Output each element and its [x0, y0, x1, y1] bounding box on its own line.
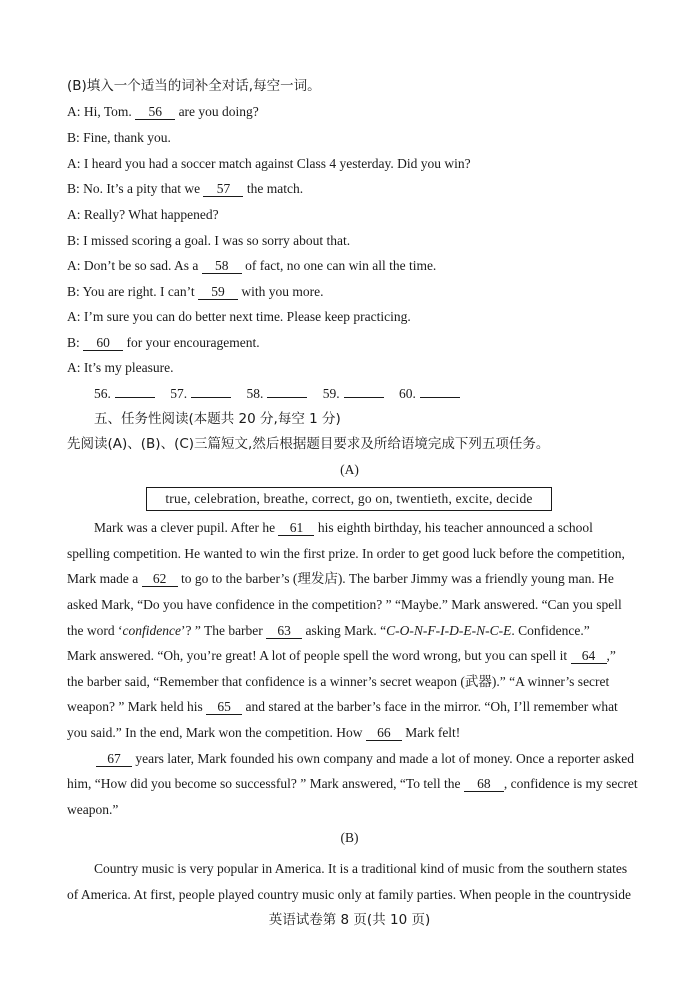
- passage-text: years later, Mark founded his own company and made a lot of money. Once a reporter asked: [132, 751, 635, 766]
- dialogue-line-7: [67, 257, 436, 275]
- passage-text: weapon? ” Mark held his: [67, 699, 207, 714]
- passage-a-line-12: weapon.”: [67, 802, 119, 817]
- passage-text: his eighth birthday, his teacher announced a school: [314, 520, 593, 535]
- passage-a-line-9: [67, 724, 460, 742]
- blank-58: 58: [202, 259, 242, 274]
- passage-text: Mark answered. “Oh, you’re great! A lot of people spell the word wrong, but you can spell it: [67, 648, 571, 663]
- dialogue-text: the match.: [243, 181, 304, 196]
- answer-number: 57.: [170, 386, 188, 401]
- passage-text: Mark felt!: [401, 725, 461, 740]
- answer-field-59[interactable]: [344, 385, 384, 398]
- dialogue-line-4: [67, 180, 303, 198]
- passage-text: and stared at the barber’s face in the mirror. “Oh, I’ll remember what: [242, 699, 618, 714]
- passage-text: . Confidence.”: [511, 623, 590, 638]
- passage-b-label: (B): [340, 830, 359, 845]
- dialogue-line-11: A: It’s my pleasure.: [67, 360, 174, 375]
- passage-text: to go to the barber’s (理发店). The barber Jimmy was a friendly young man. He: [177, 571, 614, 586]
- passage-a-line-7: the barber said, “Remember that confidence is a winner’s secret weapon (武器).” “A winner’s secret: [67, 674, 610, 689]
- passage-a-line-2: spelling competition. He wanted to win the first prize. In order to get good luck before the competition,: [67, 546, 625, 561]
- passage-text: Mark was a clever pupil. After he: [94, 520, 279, 535]
- answer-row: [94, 385, 472, 403]
- page-footer: 英语试卷第 8 页(共 10 页): [268, 912, 431, 928]
- dialogue-text: B: You are right. I can’t: [67, 284, 198, 299]
- blank-61: 61: [278, 521, 314, 536]
- passage-text: asking Mark. “: [302, 623, 387, 638]
- passage-text: the word ‘: [67, 623, 123, 638]
- dialogue-line-2: B: Fine, thank you.: [67, 130, 171, 145]
- blank-67: 67: [96, 752, 132, 767]
- answer-field-56[interactable]: [115, 385, 155, 398]
- blank-63: 63: [266, 624, 302, 639]
- word-bank-box: true, celebration, breathe, correct, go on, twentieth, excite, decide: [146, 487, 552, 511]
- passage-a-line-1: [94, 519, 593, 537]
- blank-64: 64: [571, 649, 607, 664]
- blank-62: 62: [142, 572, 178, 587]
- passage-b-line-2: of America. At first, people played country music only at family parties. When people in the countryside: [67, 887, 631, 902]
- blank-59: 59: [198, 285, 238, 300]
- dialogue-text: B:: [67, 335, 84, 350]
- passage-text: him, “How did you become so successful? ” Mark answered, “To tell the: [67, 776, 464, 791]
- passage-text: ,”: [606, 648, 616, 663]
- answer-number: 60.: [399, 386, 416, 401]
- dialogue-line-9: A: I’m sure you can do better next time. Please keep practicing.: [67, 309, 411, 324]
- passage-italic: C-O-N-F-I-D-E-N-C-E: [386, 623, 512, 638]
- passage-text: , confidence is my secret: [503, 776, 638, 791]
- section-five-instruction: 先阅读(A)、(B)、(C)三篇短文,然后根据题目要求及所给语境完成下列五项任务。: [67, 436, 550, 452]
- answer-field-57[interactable]: [191, 385, 231, 398]
- dialogue-text: with you more.: [238, 284, 324, 299]
- dialogue-line-5: A: Really? What happened?: [67, 207, 219, 222]
- answer-field-60[interactable]: [420, 385, 460, 398]
- passage-a-line-6: [67, 647, 616, 665]
- passage-a-line-10: [96, 750, 634, 768]
- passage-text: Mark made a: [67, 571, 142, 586]
- blank-66: 66: [366, 726, 402, 741]
- dialogue-line-3: A: I heard you had a soccer match against Class 4 yesterday. Did you win?: [67, 156, 471, 171]
- blank-56: 56: [135, 105, 175, 120]
- passage-text: ’? ” The barber: [180, 623, 267, 638]
- blank-68: 68: [464, 777, 504, 792]
- passage-text: you said.” In the end, Mark won the competition. How: [67, 725, 366, 740]
- dialogue-line-1: [67, 103, 259, 121]
- passage-a-line-3: [67, 570, 614, 588]
- dialogue-text: B: No. It’s a pity that we: [67, 181, 204, 196]
- dialogue-text: A: Don’t be so sad. As a: [67, 258, 202, 273]
- passage-italic: confidence: [122, 623, 181, 638]
- dialogue-text: for your encouragement.: [123, 335, 260, 350]
- dialogue-text: of fact, no one can win all the time.: [241, 258, 437, 273]
- dialogue-text: A: Hi, Tom.: [67, 104, 136, 119]
- passage-a-line-5: [67, 622, 590, 640]
- section-b-heading: (B)填入一个适当的词补全对话,每空一词。: [67, 78, 321, 94]
- answer-field-58[interactable]: [267, 385, 307, 398]
- passage-a-label: (A): [340, 462, 359, 477]
- passage-b-line-1: Country music is very popular in America. It is a traditional kind of music from the southern states: [94, 861, 628, 876]
- passage-a-line-8: [67, 698, 618, 716]
- answer-number: 56.: [94, 386, 111, 401]
- answer-number: 58.: [246, 386, 264, 401]
- passage-a-line-4: asked Mark, “Do you have confidence in the competition? ” “Maybe.” Mark answered. “Can you spell: [67, 597, 622, 612]
- blank-60: 60: [83, 336, 123, 351]
- blank-57: 57: [203, 182, 243, 197]
- answer-number: 59.: [322, 386, 340, 401]
- blank-65: 65: [206, 700, 242, 715]
- passage-a-line-11: [67, 775, 638, 793]
- dialogue-line-6: B: I missed scoring a goal. I was so sorry about that.: [67, 233, 351, 248]
- dialogue-text: are you doing?: [175, 104, 259, 119]
- dialogue-line-10: [67, 334, 260, 352]
- section-five-heading: 五、任务性阅读(本题共 20 分,每空 1 分): [94, 411, 341, 427]
- dialogue-line-8: [67, 283, 324, 301]
